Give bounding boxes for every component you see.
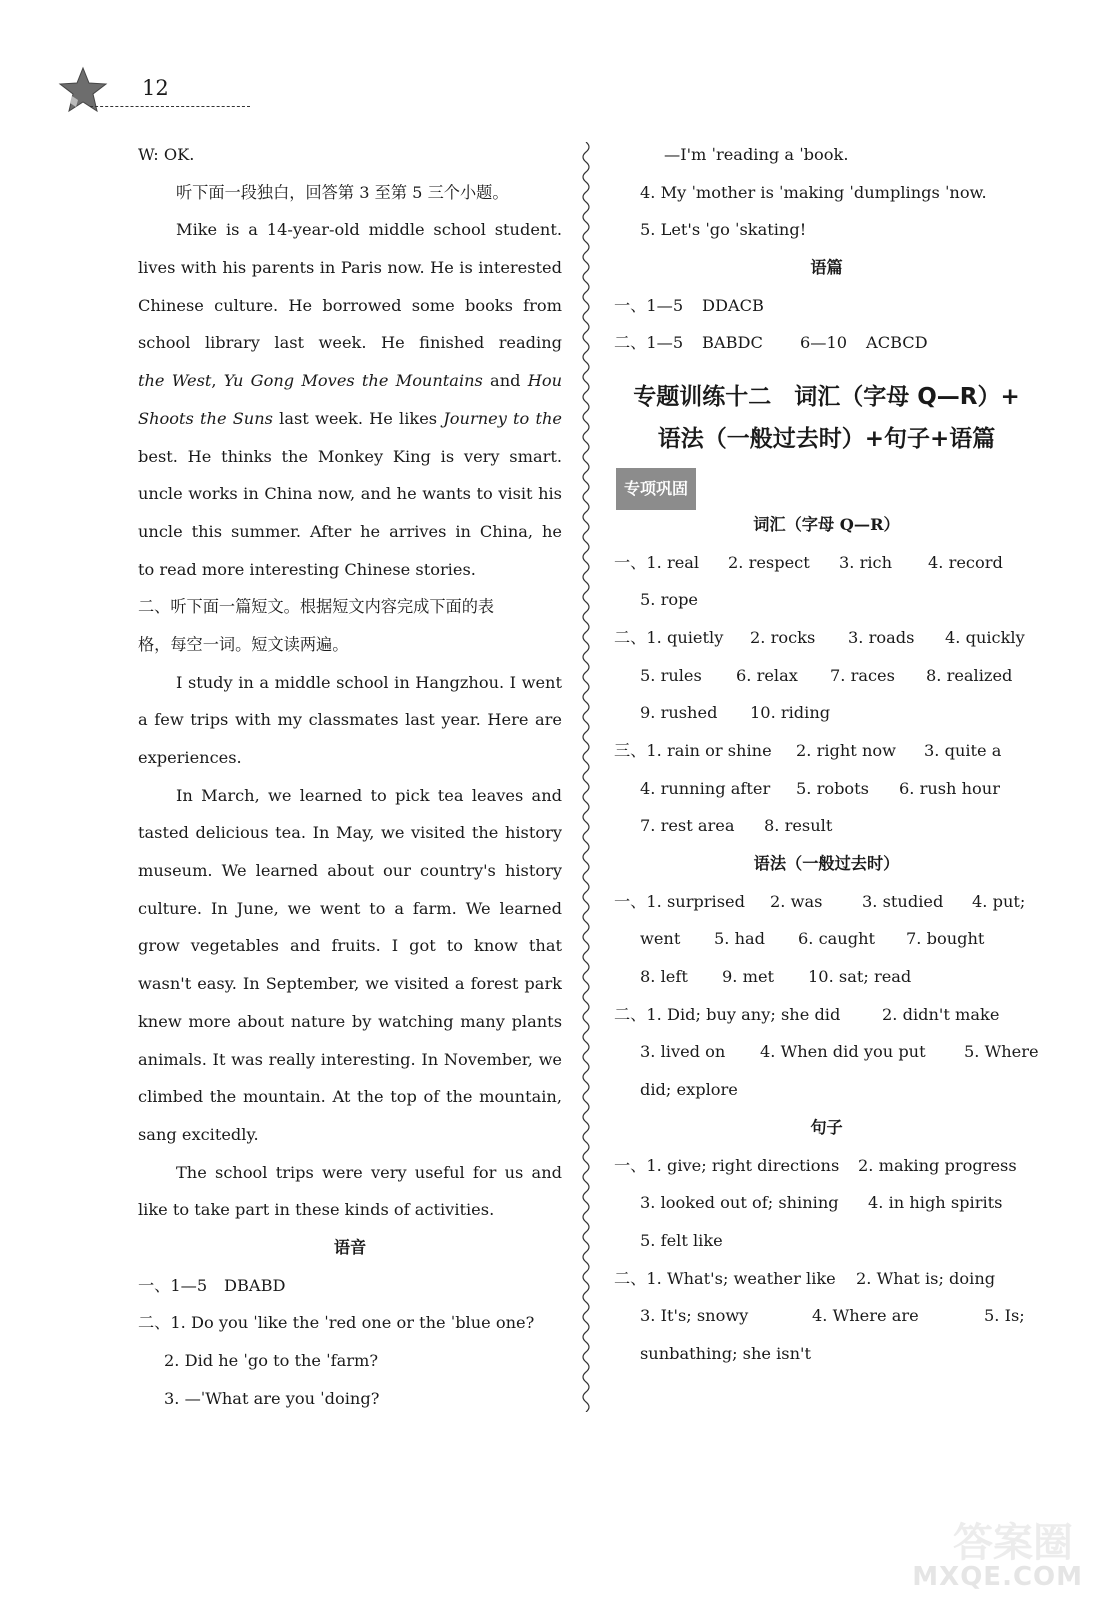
answer-row: 5. rope (640, 590, 699, 610)
passage-line: animals. It was really interesting. In November, we (138, 1049, 562, 1069)
answer-row: 2. Did he ˈgo to the ˈfarm? (164, 1351, 379, 1370)
answer-item: 4. When did you put (760, 1042, 926, 1062)
book-title: Yu Gong Moves the Mountains (223, 371, 483, 391)
answer-row (614, 1260, 1039, 1298)
passage-instruction: 二、听下面一篇短文。根据短文内容完成下面的表 (138, 597, 495, 617)
answer-item: 4. running after (640, 778, 771, 798)
answer-item: 7. races (830, 665, 895, 685)
passage-line: a few trips with my classmates last year. Here are (138, 710, 562, 730)
answer-row (614, 657, 1039, 695)
grammar-heading: 语法（一般过去时） (753, 854, 900, 873)
answer-item: 10. riding (750, 703, 831, 723)
answer-item: 7. bought (906, 929, 985, 949)
passage-line: grow vegetables and fruits. I got to know that (138, 936, 562, 956)
answer-item: 3. lived on (640, 1042, 726, 1062)
passage-line: In March, we learned to pick tea leaves and (176, 785, 562, 805)
answer-item: 3. looked out of; shining (640, 1193, 839, 1213)
answer-item: 8. realized (926, 665, 1013, 685)
column-divider (578, 142, 594, 1412)
answer-label: 二、1—5 (614, 333, 684, 353)
answer-row: 二、1. Do you ˈlike the ˈred one or the ˈblue one? (138, 1313, 535, 1333)
answer-row (614, 996, 1039, 1034)
phonetics-heading: 语音 (333, 1237, 367, 1257)
answer-item: 二、1. What's; weather like (614, 1268, 836, 1288)
book-title: the West (138, 371, 212, 391)
answer-item: 2. What is; doing (856, 1268, 996, 1288)
answer-row (614, 694, 1039, 732)
answer-label: 一、1—5 (138, 1275, 208, 1295)
answer-row (614, 324, 1039, 362)
answer-row: 4. My ˈmother is ˈmaking ˈdumplings ˈnow. (640, 182, 987, 202)
passage-line: climbed the mountain. At the top of the mountain, (138, 1087, 562, 1107)
answer-item: 9. met (722, 967, 775, 987)
monologue-line (138, 324, 562, 362)
answer-item: 4. in high spirits (868, 1193, 1003, 1213)
answer-item: 二、1. Did; buy any; she did (614, 1004, 841, 1024)
answer-item: 5. Where (964, 1042, 1039, 1062)
answer-item: 2. right now (796, 740, 896, 760)
answer-label: 6—10 (800, 333, 848, 353)
book-title: Journey to the (443, 408, 562, 428)
answer-item: 5. Is; (984, 1306, 1025, 1326)
answer-row (614, 1184, 1039, 1222)
answer-item: 5. had (714, 929, 766, 949)
answer-row (614, 619, 1039, 657)
unit-title: 语法（一般过去时）+句子+语篇 (657, 426, 996, 453)
answer-item: 3. quite a (924, 740, 1002, 760)
answer-item: 4. put; (972, 891, 1026, 911)
page-header (58, 66, 198, 116)
passage-line: museum. We learned about our country's history (138, 861, 562, 881)
answer-item: 6. rush hour (899, 778, 1000, 798)
watermark-cn: 答案圈 (953, 1520, 1073, 1566)
right-column (614, 136, 1039, 1373)
monologue-text: and (482, 371, 528, 391)
monologue-line (138, 400, 562, 438)
monologue-text: school library last week. He finished reading (138, 333, 562, 353)
answer-row (614, 883, 1039, 921)
passage-line: like to take part in these kinds of activities. (138, 1200, 495, 1220)
book-title: Shoots the Suns (138, 408, 273, 428)
answer-item: 3. studied (862, 891, 944, 911)
left-column (138, 136, 562, 1417)
answer-item: 2. rocks (750, 627, 816, 647)
answer-item: 一、1. give; right directions (614, 1155, 840, 1175)
answer-item: 2. respect (728, 552, 810, 572)
discourse-heading: 语篇 (810, 258, 843, 278)
answer-row: —I'm ˈreading a ˈbook. (664, 145, 849, 164)
answer-item: 2. was (770, 891, 823, 911)
monologue-line (138, 362, 562, 400)
vocab-heading: 词汇（字母 Q—R） (753, 514, 900, 534)
answer-value: ACBCD (866, 333, 928, 353)
answer-row (614, 1033, 1039, 1071)
monologue-instruction: 听下面一段独白，回答第 3 至第 5 三个小题。 (176, 182, 509, 202)
sentence-heading: 句子 (810, 1117, 843, 1137)
answer-row (138, 1267, 562, 1305)
passage-line: wasn't easy. In September, we visited a forest park (138, 974, 562, 994)
answer-label: 一、1—5 (614, 295, 684, 315)
answer-item: 9. rushed (640, 703, 718, 723)
answer-item: 2. didn't make (882, 1004, 1000, 1024)
answer-item: 4. record (928, 552, 1003, 572)
answer-item: 一、1. real (614, 552, 700, 572)
answer-value: DBABD (224, 1275, 286, 1295)
monologue-line: best. He thinks the Monkey King is very smart. (138, 446, 562, 466)
unit-title: 专题训练十二 词汇（字母 Q—R）+ (633, 384, 1020, 411)
monologue-line: Chinese culture. He borrowed some books from (138, 295, 562, 315)
answer-item: 3. It's; snowy (640, 1306, 749, 1326)
answer-item: 3. rich (839, 552, 892, 572)
answer-item: 三、1. rain or shine (614, 740, 772, 760)
answer-row: did; explore (640, 1080, 738, 1100)
passage-line: culture. In June, we went to a farm. We learned (138, 898, 562, 918)
answer-item: 3. roads (848, 627, 915, 647)
answer-row (614, 732, 1039, 770)
answer-item: 一、1. surprised (614, 891, 745, 911)
passage-line: I study in a middle school in Hangzhou. I went (176, 672, 562, 692)
answer-value: BABDC (702, 333, 763, 353)
passage-line: The school trips were very useful for us and (176, 1162, 562, 1182)
passage-line: knew more about nature by watching many plants (138, 1011, 562, 1031)
answer-value: DDACB (702, 295, 764, 315)
passage-line: tasted delicious tea. In May, we visited the history (138, 823, 562, 843)
answer-row (614, 544, 1039, 582)
answer-item: 5. robots (796, 778, 869, 798)
answer-item: 4. Where are (812, 1306, 919, 1326)
answer-item: 8. result (764, 816, 833, 836)
monologue-line: uncle this summer. After he arrives in China, he (138, 521, 562, 541)
answer-item: went (640, 929, 681, 949)
monologue-line: uncle works in China now, and he wants to visit his (138, 484, 562, 504)
answer-row (614, 1147, 1039, 1185)
answer-row (614, 1297, 1039, 1335)
page-number: 12 (142, 76, 169, 100)
passage-instruction: 格，每空一词。短文读两遍。 (138, 634, 349, 654)
passage-line: sang excitedly. (138, 1124, 259, 1144)
answer-item: 8. left (640, 967, 688, 987)
answer-item: 6. caught (798, 929, 876, 949)
header-rule (90, 106, 250, 107)
answer-item: 7. rest area (640, 816, 735, 836)
watermark-url: MXQE.COM (912, 1562, 1083, 1592)
answer-item: 10. sat; read (808, 967, 912, 987)
monologue-line: lives with his parents in Paris now. He is interested (138, 258, 562, 278)
answer-row: sunbathing; she isn't (640, 1343, 811, 1363)
monologue-line: to read more interesting Chinese stories. (138, 559, 476, 579)
answer-row (614, 958, 1039, 996)
answer-item: 4. quickly (945, 627, 1025, 647)
answer-row: 5. felt like (640, 1230, 723, 1250)
answer-item: 2. making progress (858, 1155, 1017, 1175)
answer-item: 二、1. quietly (614, 627, 724, 647)
answer-row (614, 287, 1039, 325)
section-band: 专项巩固 (616, 468, 696, 510)
answer-row (614, 770, 1039, 808)
monologue-line: Mike is a 14-year-old middle school student. (176, 220, 562, 240)
answer-item: 5. rules (640, 665, 702, 685)
answer-row: 3. —ˈWhat are you ˈdoing? (164, 1388, 380, 1408)
watermark (912, 1520, 1083, 1592)
answer-item: 6. relax (736, 665, 798, 685)
answer-row (614, 807, 1039, 845)
answer-row (614, 920, 1039, 958)
book-title: Hou (527, 371, 562, 391)
monologue-text: , (211, 371, 224, 391)
monologue-text: last week. He likes (272, 408, 444, 428)
dialog-end: W: OK. (138, 145, 195, 164)
passage-line: experiences. (138, 748, 242, 767)
answer-row: 5. Let's ˈgo ˈskating! (640, 220, 807, 240)
